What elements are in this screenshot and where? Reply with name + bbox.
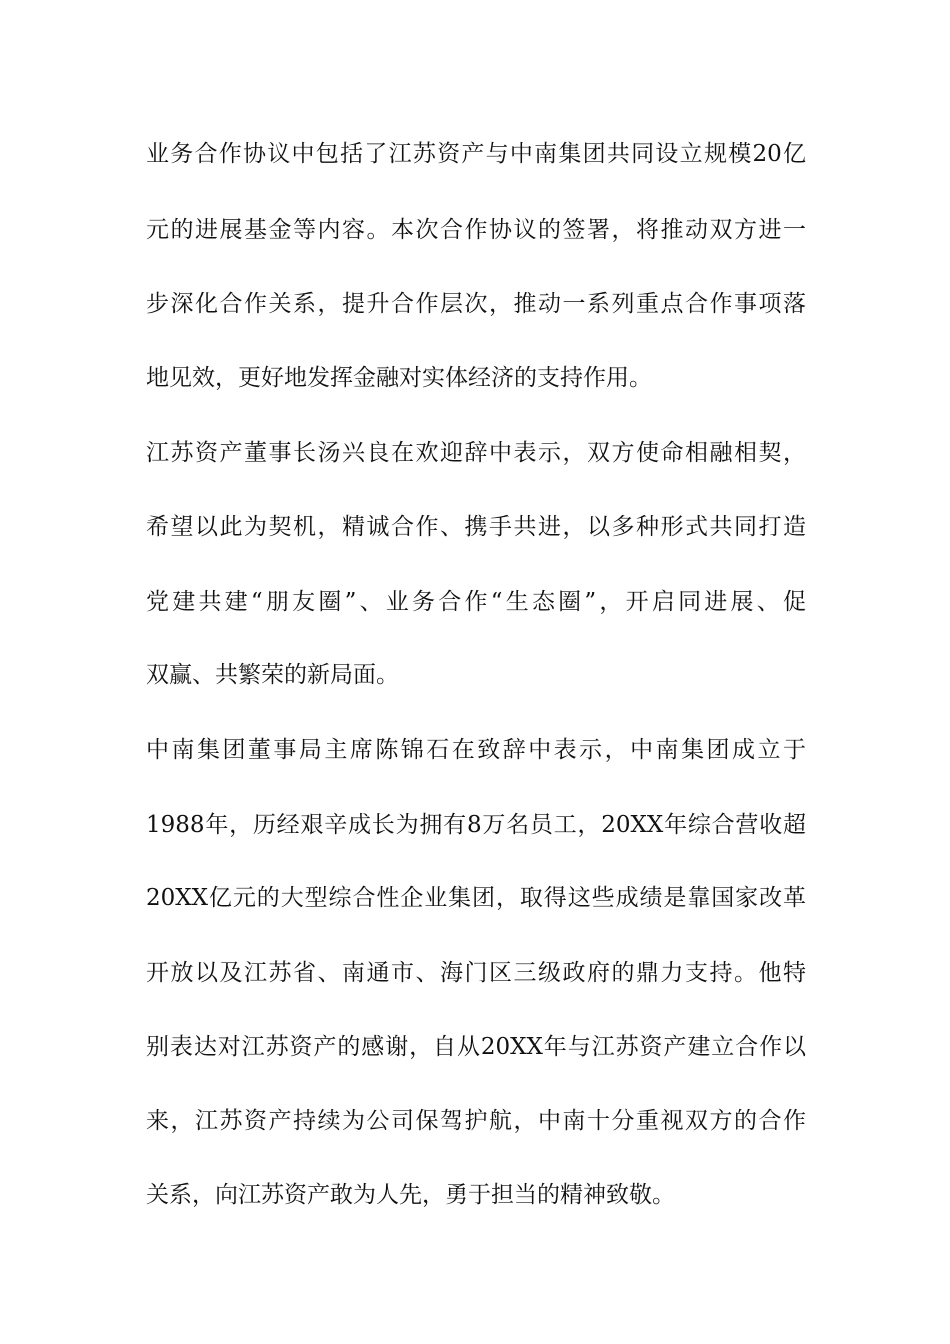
paragraph-1-line-3: 步深化合作关系，提升合作层次，推动一系列重点合作事项落 <box>146 291 806 317</box>
paragraph-2-line-1: 江苏资产董事长汤兴良在欢迎辞中表示，双方使命相融相契， <box>146 440 806 466</box>
paragraph-3-line-4: 开放以及江苏省、南通市、海门区三级政府的鼎力支持。他特 <box>146 960 806 986</box>
paragraph-3-line-6: 来，江苏资产持续为公司保驾护航，中南十分重视双方的合作 <box>146 1108 806 1134</box>
paragraph-2-line-2: 希望以此为契机，精诚合作、携手共进，以多种形式共同打造 <box>146 514 806 540</box>
paragraph-3-line-1: 中南集团董事局主席陈锦石在致辞中表示，中南集团成立于 <box>146 737 806 763</box>
paragraph-1-line-4: 地见效，更好地发挥金融对实体经济的支持作用。 <box>146 365 652 391</box>
paragraph-1-line-1: 业务合作协议中包括了江苏资产与中南集团共同设立规模20亿 <box>146 141 806 167</box>
paragraph-3-line-7: 关系，向江苏资产敢为人先，勇于担当的精神致敬。 <box>146 1182 675 1208</box>
paragraph-3-line-2: 1988年，历经艰辛成长为拥有8万名员工，20XX年综合营收超 <box>146 812 806 838</box>
paragraph-3-line-3: 20XX亿元的大型综合性企业集团，取得这些成绩是靠国家改革 <box>146 885 806 911</box>
paragraph-2-line-3: 党建共建“朋友圈”、业务合作“生态圈”，开启同进展、促 <box>146 589 806 615</box>
paragraph-3-line-5: 别表达对江苏资产的感谢，自从20XX年与江苏资产建立合作以 <box>146 1034 806 1060</box>
paragraph-2-line-4: 双赢、共繁荣的新局面。 <box>146 662 399 688</box>
paragraph-1-line-2: 元的进展基金等内容。本次合作协议的签署，将推动双方进一 <box>146 217 806 243</box>
